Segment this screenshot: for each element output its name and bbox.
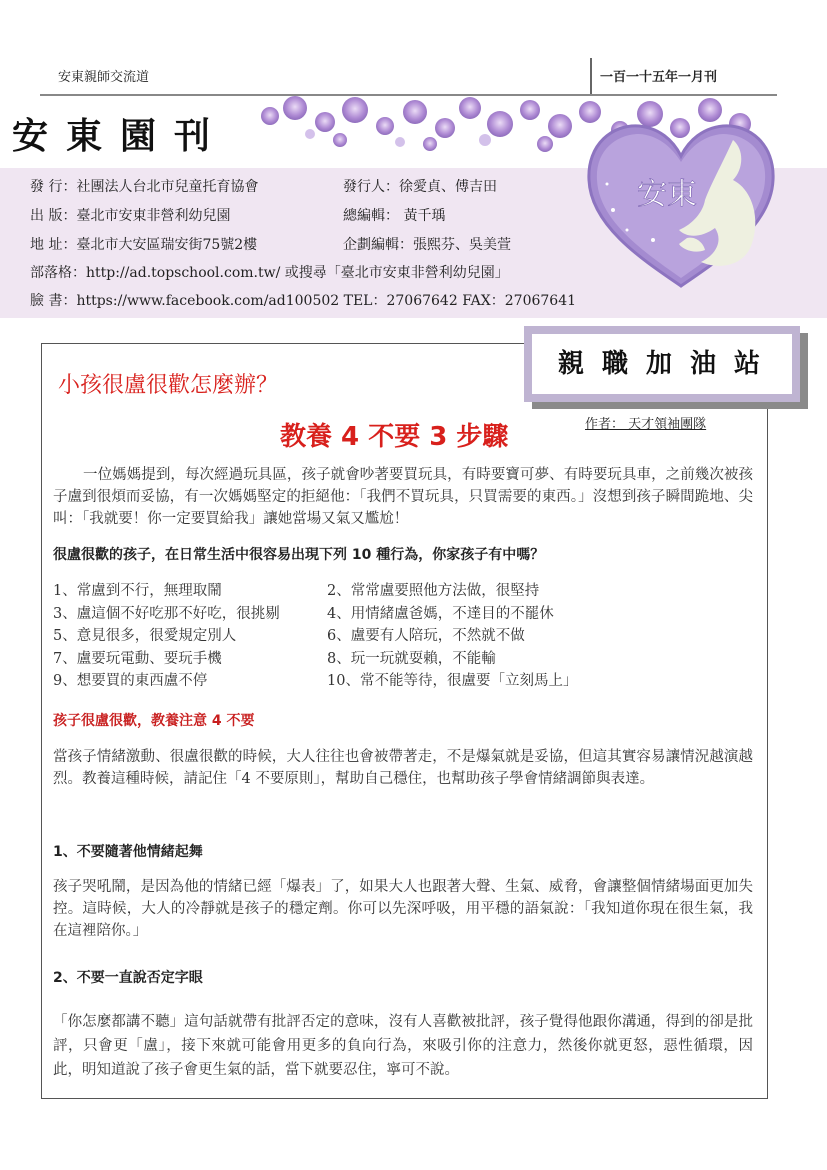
article-subtitle: 教養 4 不要 3 步驟 bbox=[280, 422, 509, 452]
list-item: 9、想要買的東西盧不停 bbox=[53, 673, 208, 689]
behavior-list-left bbox=[53, 580, 280, 693]
behaviors-question: 很盧很歡的孩子，在日常生活中很容易出現下列 10 種行為，你家孩子有中嗎？ bbox=[53, 547, 545, 563]
list-item: 1、常盧到不行，無理取鬧 bbox=[53, 583, 222, 599]
article-author: 作者： 天才領袖團隊 bbox=[585, 417, 707, 432]
list-item: 4、用情緒盧爸媽，不達目的不罷休 bbox=[327, 605, 554, 622]
info-address: 地 址：臺北市大安區瑞安街75號2樓 bbox=[30, 237, 258, 253]
info-facebook: 臉 書：https://www.facebook.com/ad100502 TEL：27067642 FAX：27067641 bbox=[30, 293, 577, 309]
newsletter-section-name: 安東親師交流道 bbox=[58, 70, 150, 85]
list-item: 7、盧要玩電動、要玩手機 bbox=[53, 650, 222, 667]
info-editor: 總編輯： 黃千瑀 bbox=[343, 208, 446, 224]
header-divider-vertical bbox=[590, 58, 592, 96]
paragraph-rule-1: 孩子哭吼鬧，是因為他的情緒已經「爆表」了，如果大人也跟著大聲、生氣、威脅，會讓整個情緒場面更加失控。這時候，大人的冷靜就是孩子的穩定劑。你可以先深呼吸，用平穩的語氣說：「我知道你現在很生氣，我在這裡陪你。」 bbox=[53, 879, 753, 939]
heading-rule-1: 1、不要隨著他情緒起舞 bbox=[53, 844, 203, 860]
red-section-heading: 孩子很盧很歡，教養注意 4 不要 bbox=[53, 713, 255, 729]
paragraph-rule-2: 「你怎麼都講不聽」這句話就帶有批評否定的意味，沒有人喜歡被批評，孩子覺得他跟你溝通，得到的卻是批評，只會更「盧」，接下來就可能會用更多的負向行為，來吸引你的注意力，然後你就更怒，惡性循環，因此，明知道說了孩子會更生氣的話，當下就要忍住，寧可不說。 bbox=[53, 1014, 753, 1078]
section-tag bbox=[524, 326, 800, 402]
info-publisher: 發 行：社團法人台北市兒童托育協會 bbox=[30, 179, 259, 195]
article-intro: 一位媽媽提到，每次經過玩具區，孩子就會吵著要買玩具，有時要寶可夢、有時要玩具車，之前幾次被孩子盧到很煩而妥協，有一次媽媽堅定的拒絕他：「我們不買玩具，只買需要的東西。」沒想到孩子瞬間跪地、尖叫：「我就要！你一定要買給我」讓她當場又氣又尷尬！ bbox=[53, 467, 753, 527]
issue-date: 一百一十五年一月刊 bbox=[600, 70, 718, 85]
paragraph-principles: 當孩子情緒激動、很盧很歡的時候，大人往往也會被帶著走，不是爆氣就是妥協，但這其實容易讓情況越演越烈。教養這種時候，請記住「4 不要原則」，幫助自己穩住，也幫助孩子學會情緒調節與表達。 bbox=[53, 749, 753, 787]
section-tag-label: 親職加油站 bbox=[532, 334, 792, 394]
kangaroo-heart-logo bbox=[583, 120, 779, 292]
list-item: 5、意見很多，很愛規定別人 bbox=[53, 628, 237, 644]
masthead-title: 安東園刊 bbox=[12, 115, 229, 157]
list-item: 10、常不能等待，很盧要「立刻馬上」 bbox=[327, 673, 578, 689]
list-item: 2、常常盧要照他方法做，很堅持 bbox=[327, 583, 540, 599]
list-item: 3、盧這個不好吃那不好吃，很挑剔 bbox=[53, 605, 280, 622]
info-press: 出 版：臺北市安東非營利幼兒園 bbox=[30, 208, 231, 224]
article-title: 小孩很盧很歡怎麼辦？ bbox=[58, 373, 279, 398]
heading-rule-2: 2、不要一直說否定字眼 bbox=[53, 970, 203, 986]
info-planners: 企劃編輯：張熙芬、吳美萱 bbox=[343, 237, 511, 253]
info-issuer: 發行人：徐愛貞、傅吉田 bbox=[343, 179, 497, 195]
list-item: 8、玩一玩就耍賴，不能輸 bbox=[327, 650, 496, 667]
info-blog: 部落格：http://ad.topschool.com.tw/ 或搜尋「臺北市安東非營利幼兒園」 bbox=[30, 265, 509, 281]
logo-text: 安東 bbox=[637, 177, 697, 212]
list-item: 6、盧要有人陪玩，不然就不做 bbox=[327, 628, 525, 644]
behavior-list-right bbox=[327, 580, 577, 693]
